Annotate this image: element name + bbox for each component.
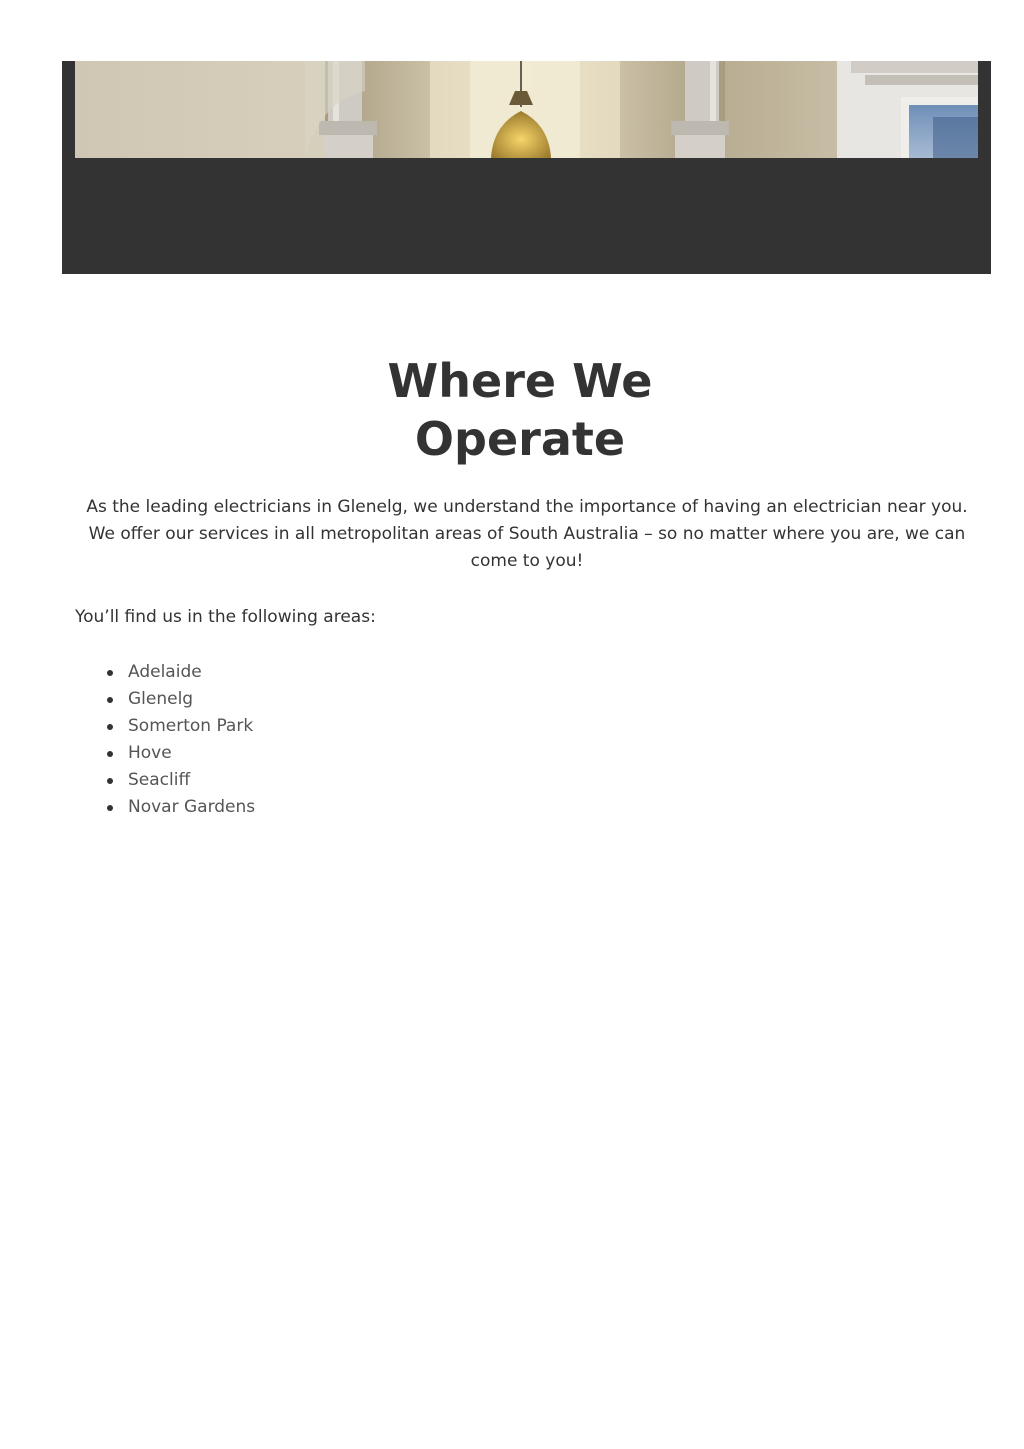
area-link-adelaide[interactable]: Adelaide <box>128 662 202 682</box>
area-link-novar-gardens[interactable]: Novar Gardens <box>128 797 256 817</box>
areas-lead-text: You’ll find us in the following areas: <box>75 607 376 627</box>
list-item[interactable] <box>128 740 255 767</box>
section-title-line-1: Where We <box>387 354 653 408</box>
list-item[interactable] <box>128 659 255 686</box>
area-link-seacliff[interactable]: Seacliff <box>128 770 191 790</box>
area-link-somerton-park[interactable]: Somerton Park <box>128 716 254 736</box>
hero-panel <box>62 61 991 274</box>
areas-list <box>128 659 255 821</box>
area-link-hove[interactable]: Hove <box>128 743 172 763</box>
section-title-line-2: Operate <box>414 412 626 466</box>
area-link-glenelg[interactable]: Glenelg <box>128 689 194 709</box>
list-item[interactable] <box>128 686 255 713</box>
section-title <box>0 352 1024 468</box>
hallway-photo <box>75 61 978 158</box>
list-item[interactable] <box>128 713 255 740</box>
list-item[interactable] <box>128 794 255 821</box>
intro-paragraph: As the leading electricians in Glenelg, we understand the importance of having an electrician near you. We offer our services in all metropolitan areas of South Australia – so no matter where you are, we can come to you! <box>86 497 968 571</box>
hallway-photo-illustration <box>75 61 978 158</box>
list-item[interactable] <box>128 767 255 794</box>
